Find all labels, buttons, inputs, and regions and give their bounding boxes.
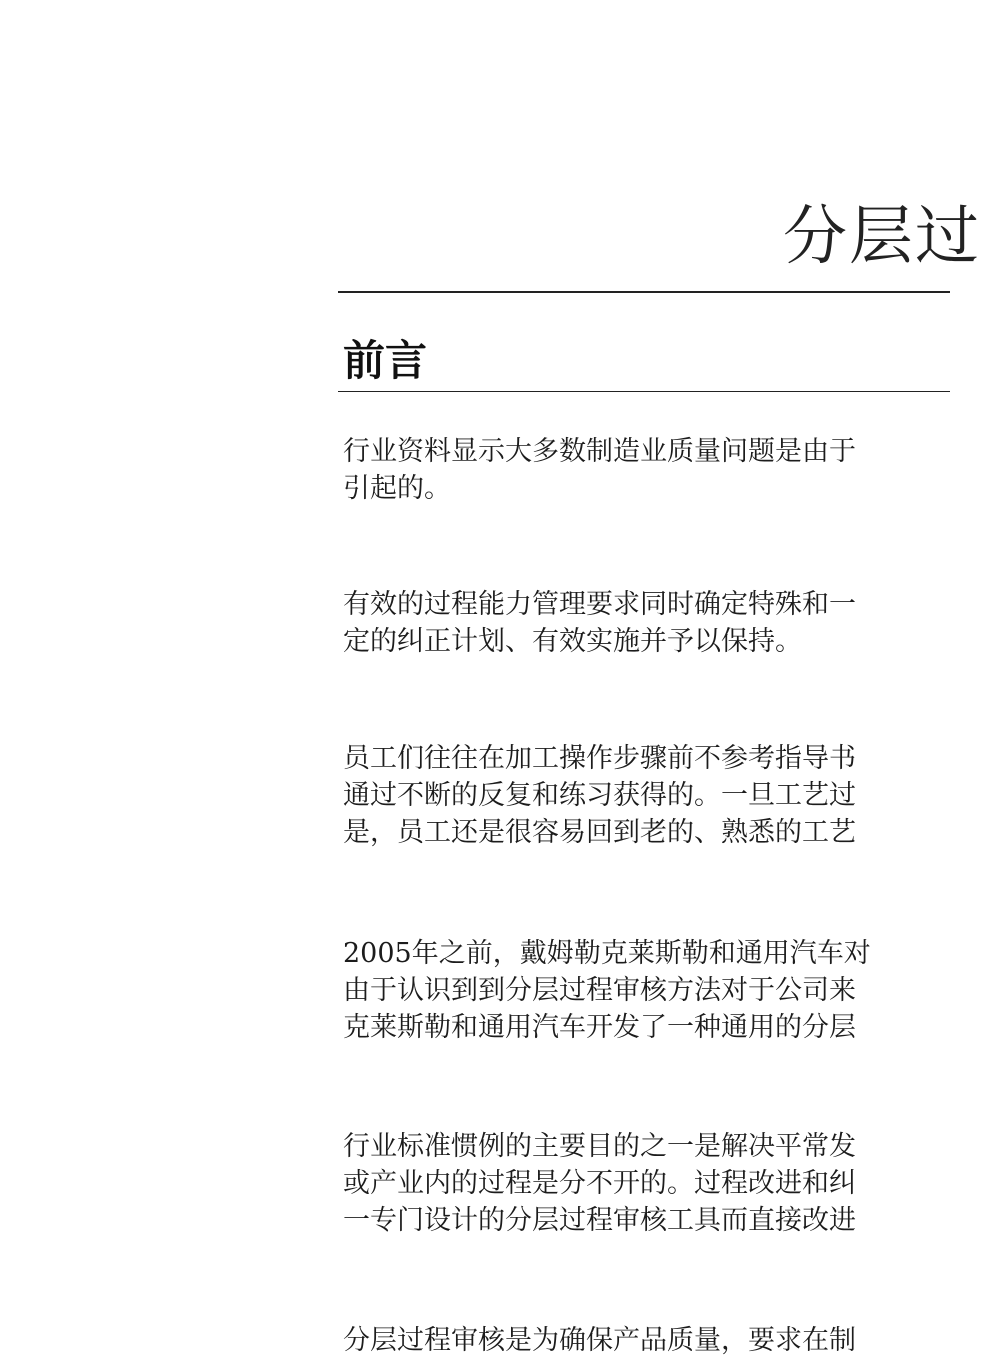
paragraph-line: 克莱斯勒和通用汽车开发了一种通用的分层 (343, 1012, 856, 1043)
paragraph-line: 行业标准惯例的主要目的之一是解决平常发 (343, 1131, 856, 1162)
paragraph-5 (343, 1128, 856, 1239)
section-divider (338, 391, 950, 392)
paragraph-line: 引起的。 (343, 473, 451, 504)
paragraph-4 (343, 935, 871, 1046)
paragraph-6 (343, 1322, 856, 1359)
paragraph-3 (343, 740, 856, 851)
paragraph-line: 员工们往往在加工操作步骤前不参考指导书 (343, 743, 856, 774)
paragraph-line: 行业资料显示大多数制造业质量问题是由于 (343, 436, 856, 467)
paragraph-line: 分层过程审核是为确保产品质量，要求在制 (343, 1325, 856, 1356)
paragraph-line: 由于认识到到分层过程审核方法对于公司来 (343, 975, 856, 1006)
paragraph-line: 一专门设计的分层过程审核工具而直接改进 (343, 1205, 856, 1236)
paragraph-line: 2005年之前，戴姆勒克莱斯勒和通用汽车对 (343, 938, 871, 969)
paragraph-line: 定的纠正计划、有效实施并予以保持。 (343, 626, 802, 657)
title-divider (338, 291, 950, 293)
paragraph-line: 是，员工还是很容易回到老的、熟悉的工艺 (343, 817, 856, 848)
paragraph-1 (343, 433, 856, 507)
paragraph-line: 通过不断的反复和练习获得的。一旦工艺过 (343, 780, 856, 811)
document-title: 分层过 (783, 200, 981, 274)
paragraph-2 (343, 586, 856, 660)
paragraph-line: 有效的过程能力管理要求同时确定特殊和一 (343, 589, 856, 620)
section-heading: 前言 (343, 336, 428, 385)
paragraph-line: 或产业内的过程是分不开的。过程改进和纠 (343, 1168, 856, 1199)
